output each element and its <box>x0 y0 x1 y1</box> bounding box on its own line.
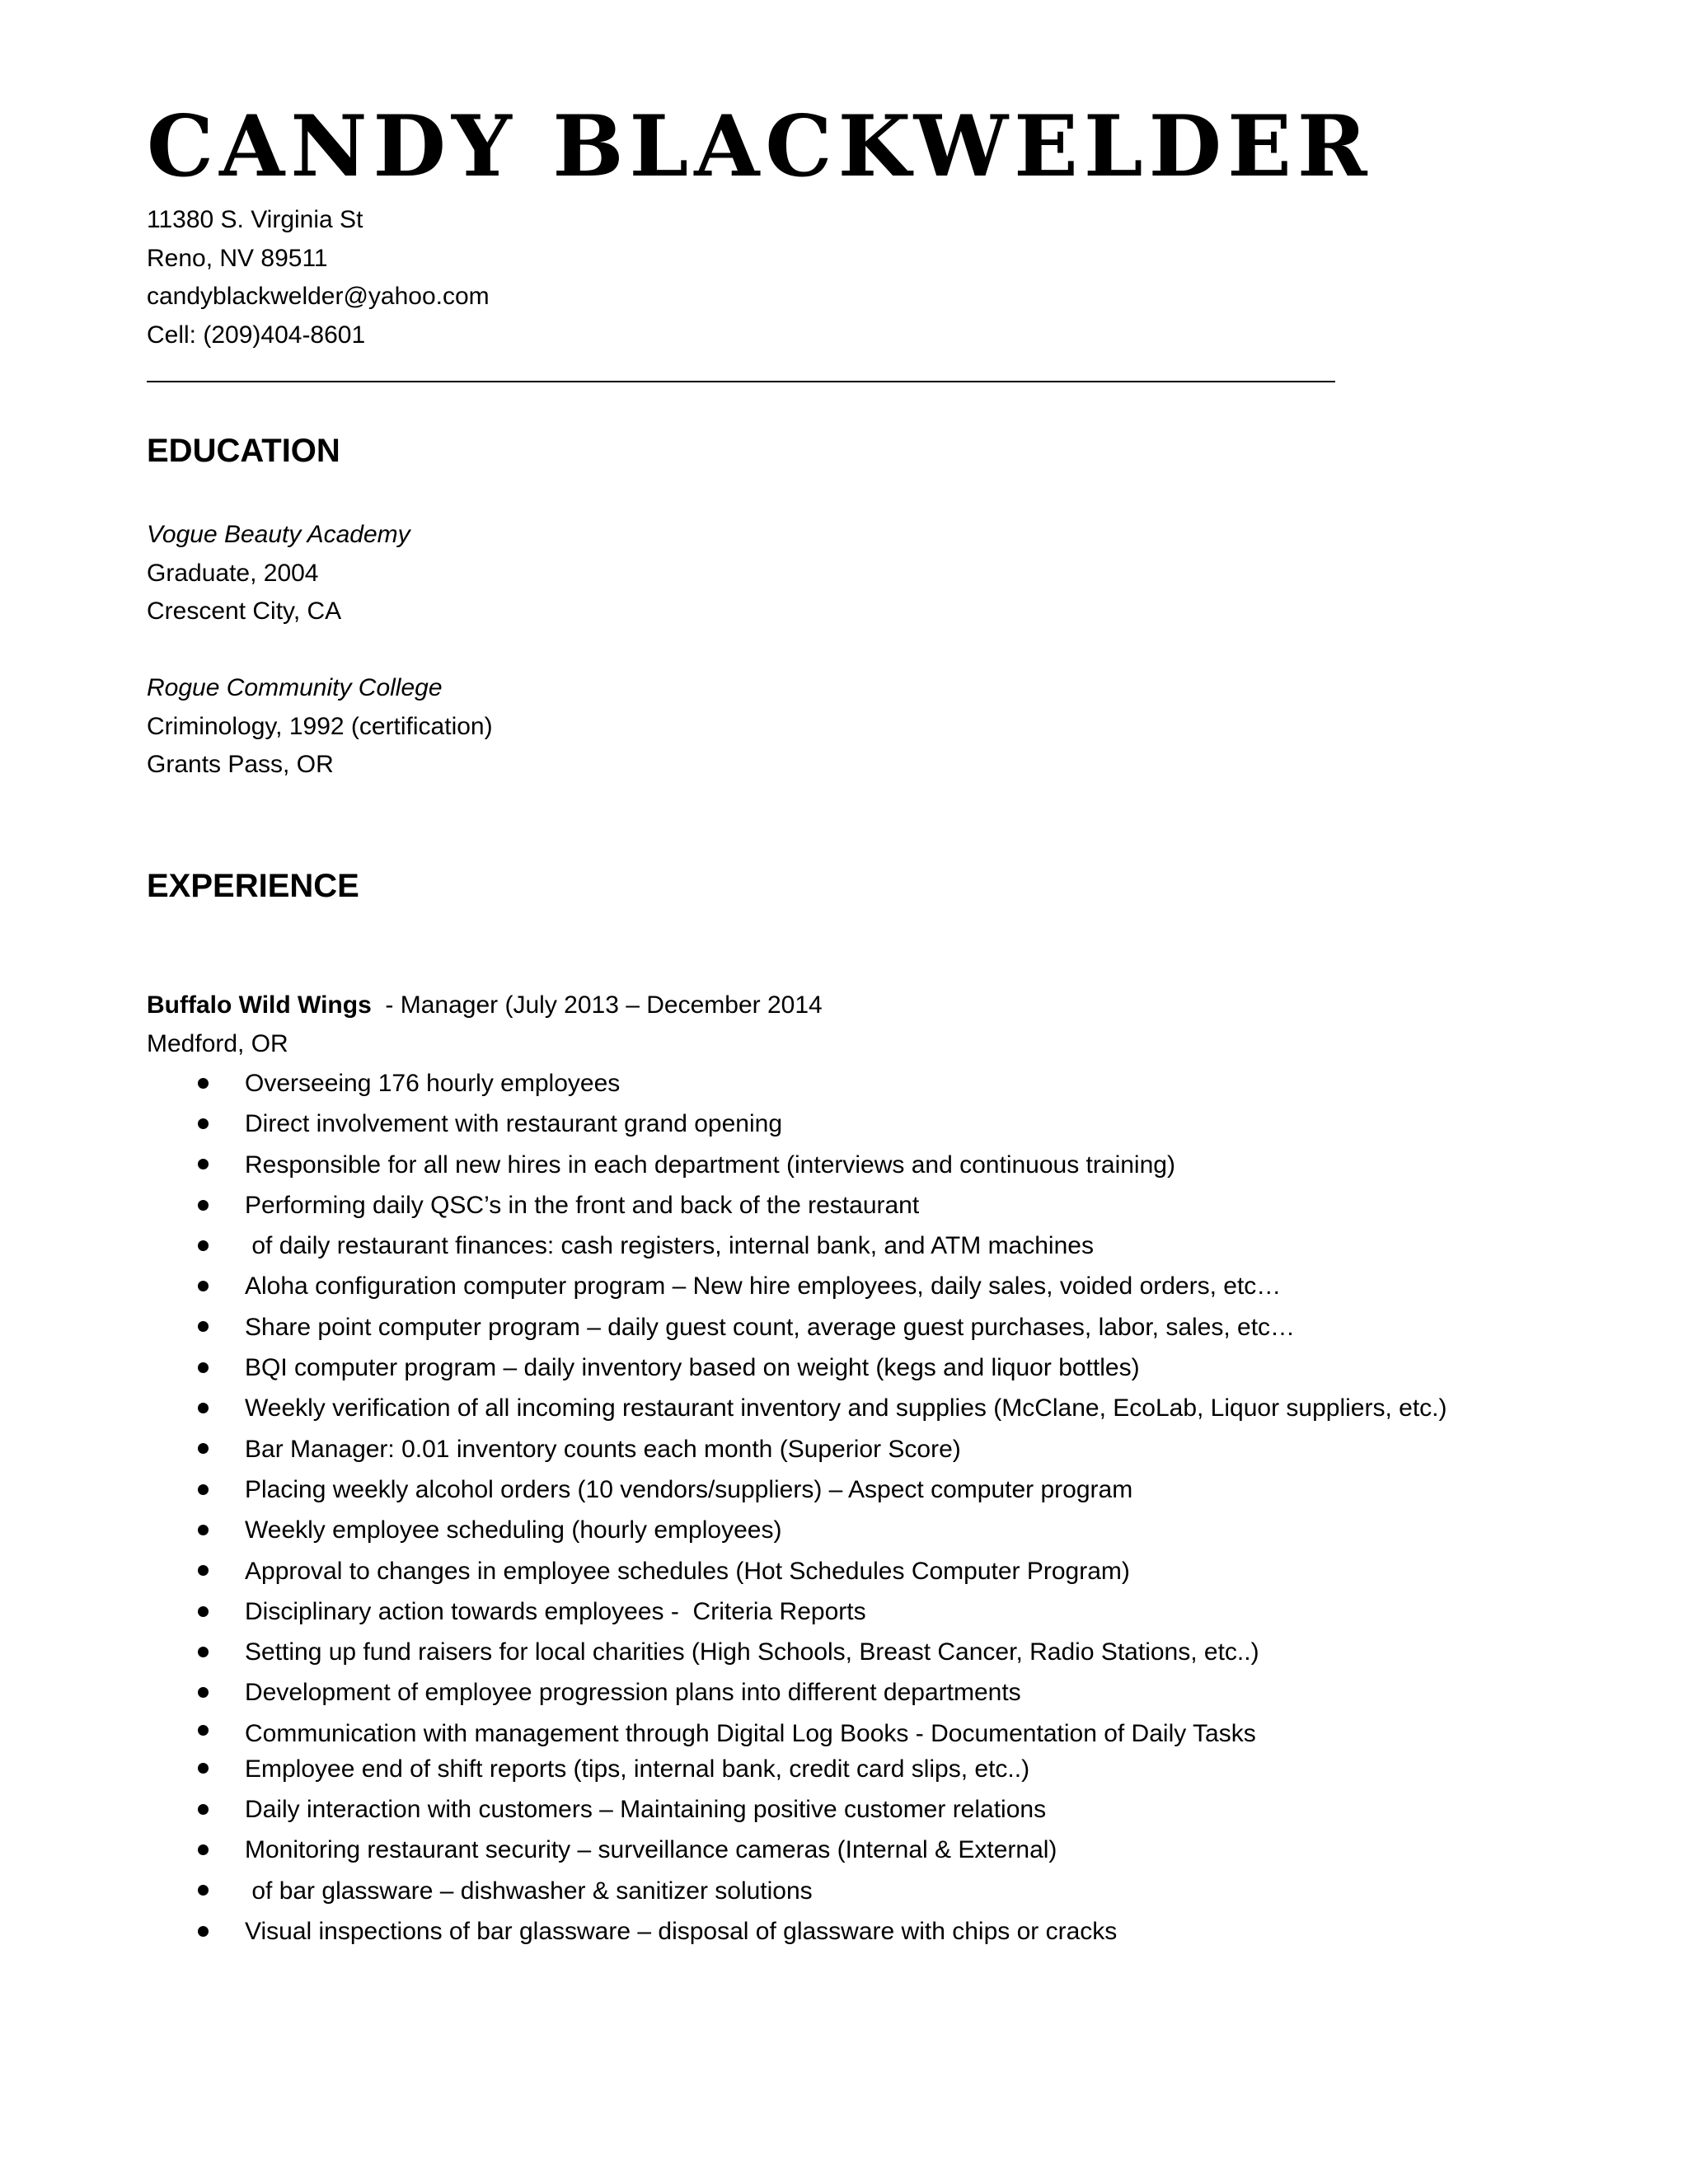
bullet-icon <box>198 1885 209 1896</box>
list-item <box>0 1145 1688 1185</box>
job-role: - Manager (July 2013 – December 2014 <box>371 991 823 1019</box>
bullet-icon <box>198 1281 209 1291</box>
duty-text: Employee end of shift reports (tips, internal bank, credit card slips, etc..) <box>245 1755 1030 1783</box>
list-item <box>0 1347 1688 1388</box>
duty-text: Weekly verification of all incoming restaurant inventory and supplies (McClane, EcoLab, Liquor suppliers, etc.) <box>245 1394 1447 1422</box>
bullet-icon <box>198 1200 209 1211</box>
bullet-icon <box>198 1725 209 1736</box>
duty-text: of daily restaurant finances: cash registers, internal bank, and ATM machines <box>245 1232 1094 1260</box>
duty-text: Approval to changes in employee schedules (Hot Schedules Computer Program) <box>245 1557 1130 1585</box>
bullet-icon <box>198 1240 209 1251</box>
bullet-icon <box>198 1321 209 1332</box>
bullet-icon <box>198 1484 209 1495</box>
contact-info <box>147 201 490 354</box>
school-location: Crescent City, CA <box>147 598 342 625</box>
list-item <box>0 1063 1688 1104</box>
duty-text: Disciplinary action towards employees - Criteria Reports <box>245 1597 866 1625</box>
email-address: candyblackwelder@yahoo.com <box>147 283 490 310</box>
school-name: Vogue Beauty Academy <box>147 521 410 548</box>
job-location: Medford, OR <box>147 1030 288 1057</box>
duty-text: Weekly employee scheduling (hourly employees) <box>245 1516 782 1544</box>
list-item <box>0 1388 1688 1428</box>
list-item <box>0 1185 1688 1226</box>
bullet-icon <box>198 1844 209 1855</box>
list-item <box>0 1510 1688 1550</box>
school-name: Rogue Community College <box>147 674 443 701</box>
job-company: Buffalo Wild Wings <box>147 991 372 1019</box>
bullet-icon <box>198 1647 209 1657</box>
bullet-icon <box>198 1565 209 1576</box>
list-item <box>0 1266 1688 1306</box>
duty-text: Bar Manager: 0.01 inventory counts each month (Superior Score) <box>245 1435 961 1463</box>
duty-text: Overseeing 176 hourly employees <box>245 1070 621 1097</box>
job-title-line <box>147 987 823 1025</box>
duty-text: Share point computer program – daily guest count, average guest purchases, labor, sales, etc… <box>245 1313 1296 1341</box>
education-heading: EDUCATION <box>147 433 340 469</box>
list-item <box>0 1830 1688 1870</box>
list-item <box>0 1104 1688 1144</box>
duty-text: BQI computer program – daily inventory based on weight (kegs and liquor bottles) <box>245 1354 1140 1382</box>
duty-text: Visual inspections of bar glassware – disposal of glassware with chips or cracks <box>245 1917 1118 1945</box>
bullet-icon <box>198 1403 209 1413</box>
bullet-icon <box>198 1763 209 1774</box>
candidate-name: CANDY BLACKWELDER <box>147 97 1373 196</box>
duty-text: Placing weekly alcohol orders (10 vendors/suppliers) – Aspect computer program <box>245 1475 1133 1503</box>
bullet-icon <box>198 1804 209 1815</box>
phone-number: Cell: (209)404-8601 <box>147 321 366 349</box>
bullet-icon <box>198 1362 209 1373</box>
school-location: Grants Pass, OR <box>147 751 334 778</box>
list-item <box>0 1911 1688 1952</box>
school-detail: Criminology, 1992 (certification) <box>147 712 493 740</box>
job-duties-list <box>0 1063 1688 1952</box>
duty-text: Aloha configuration computer program – New hire employees, daily sales, voided orders, etc… <box>245 1272 1282 1301</box>
list-item <box>0 1591 1688 1632</box>
duty-text: Performing daily QSC’s in the front and back of the restaurant <box>245 1191 920 1219</box>
duty-text: Monitoring restaurant security – surveillance cameras (Internal & External) <box>245 1836 1057 1864</box>
list-item <box>0 1551 1688 1591</box>
duty-text: Responsible for all new hires in each department (interviews and continuous training) <box>245 1151 1175 1179</box>
duty-text: Direct involvement with restaurant grand opening <box>245 1110 783 1138</box>
list-item <box>0 1632 1688 1672</box>
duty-text: Development of employee progression plans into different departments <box>245 1679 1021 1707</box>
bullet-icon <box>198 1525 209 1535</box>
address-street: 11380 S. Virginia St <box>147 206 363 233</box>
bullet-icon <box>198 1118 209 1129</box>
address-city: Reno, NV 89511 <box>147 244 328 272</box>
list-item <box>0 1713 1688 1749</box>
experience-heading: EXPERIENCE <box>147 868 359 904</box>
bullet-icon <box>198 1078 209 1089</box>
duty-text: Communication with management through Digital Log Books - Documentation of Daily Tasks <box>245 1719 1256 1747</box>
list-item <box>0 1307 1688 1347</box>
bullet-icon <box>198 1159 209 1169</box>
education-entry <box>147 669 493 785</box>
header-divider <box>147 381 1335 382</box>
bullet-icon <box>198 1606 209 1617</box>
duty-text: Setting up fund raisers for local charities (High Schools, Breast Cancer, Radio Stations, etc..) <box>245 1638 1259 1666</box>
duty-text: of bar glassware – dishwasher & sanitizer solutions <box>245 1877 813 1905</box>
bullet-icon <box>198 1687 209 1698</box>
list-item <box>0 1789 1688 1830</box>
list-item <box>0 1226 1688 1266</box>
list-item <box>0 1749 1688 1789</box>
list-item <box>0 1469 1688 1510</box>
list-item <box>0 1871 1688 1911</box>
bullet-icon <box>198 1443 209 1454</box>
list-item <box>0 1429 1688 1469</box>
duty-text: Daily interaction with customers – Maintaining positive customer relations <box>245 1796 1047 1824</box>
school-detail: Graduate, 2004 <box>147 559 319 587</box>
education-entry <box>147 516 410 631</box>
list-item <box>0 1672 1688 1713</box>
bullet-icon <box>198 1926 209 1937</box>
